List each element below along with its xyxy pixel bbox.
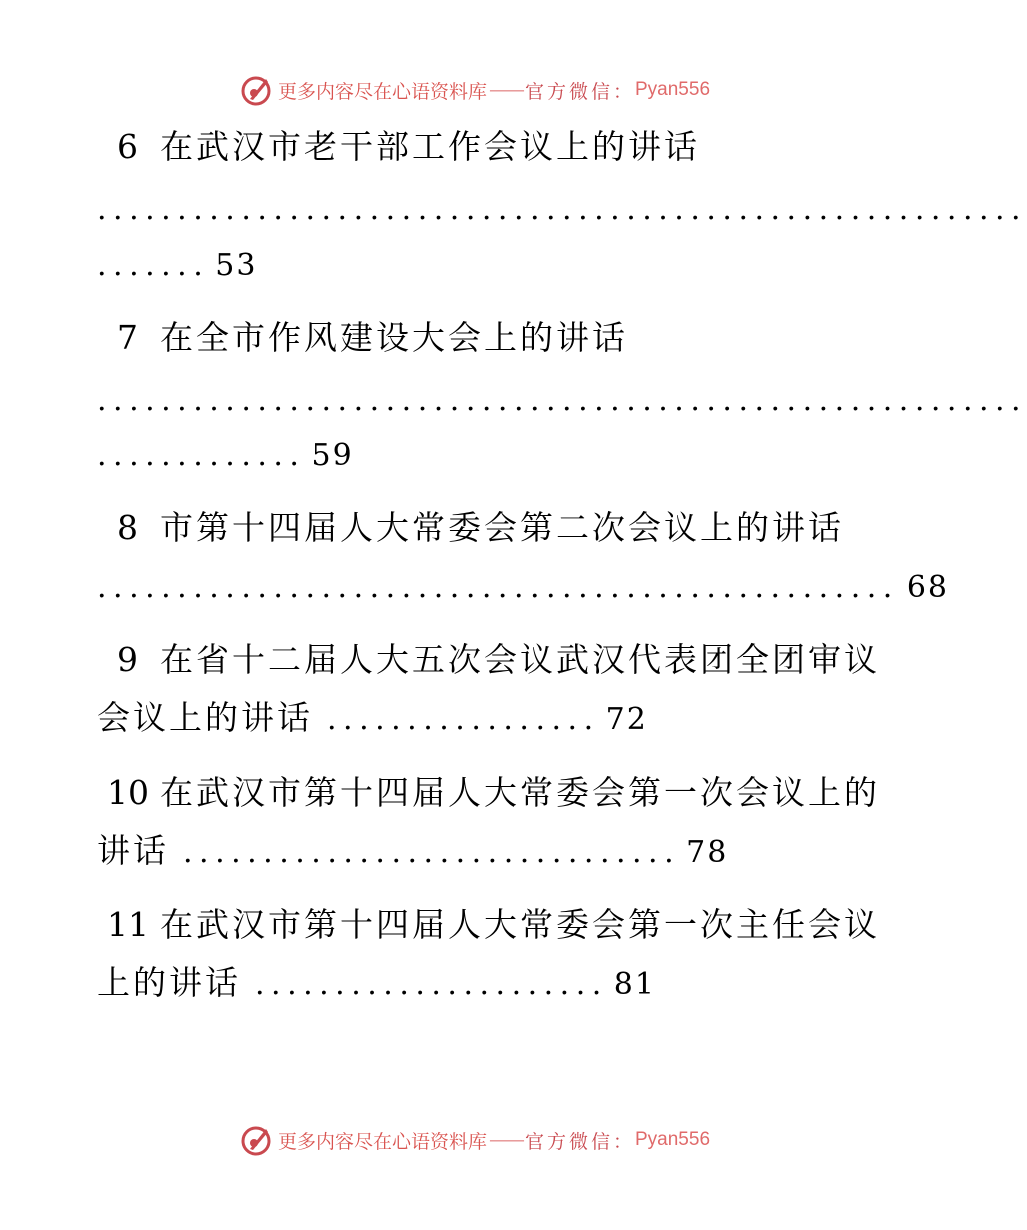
- toc-entry-title[interactable]: 在武汉市第十四届人大常委会第一次主任会议: [160, 905, 880, 944]
- quill-logo-icon: [240, 1123, 274, 1157]
- toc-page-number[interactable]: 68: [906, 570, 949, 605]
- toc-entry-title[interactable]: 在全市作风建设大会上的讲话: [160, 318, 628, 357]
- toc-leader-dots: ..........................................................: [97, 192, 1027, 227]
- watermark-wechat-id: Pyan556: [635, 1129, 711, 1150]
- toc-entry-6-page-line: ....... 53: [97, 248, 258, 283]
- toc-entry-title-continued[interactable]: 会议上的讲话: [97, 698, 313, 737]
- toc-entry-10-page-line: 讲话 ............................... 78: [97, 831, 729, 870]
- toc-entry-number: 10: [107, 773, 149, 812]
- toc-page-number[interactable]: 59: [311, 438, 354, 473]
- toc-entry-title[interactable]: 市第十四届人大常委会第二次会议上的讲话: [160, 508, 844, 547]
- toc-entry-7-title-line: [97, 318, 842, 358]
- toc-entry-title[interactable]: 在武汉市第十四届人大常委会第一次会议上的: [160, 773, 880, 812]
- watermark-main-text: 更多内容尽在心语资料库: [277, 80, 487, 103]
- toc-entry-title-continued[interactable]: 讲话: [97, 831, 169, 870]
- toc-page-number[interactable]: 78: [686, 835, 729, 870]
- watermark-dash: ——: [488, 1129, 523, 1151]
- watermark-top: [0, 73, 950, 107]
- toc-entry-10-title-line: [97, 773, 880, 813]
- toc-page-number[interactable]: 81: [613, 967, 656, 1002]
- toc-entry-number: 7: [117, 318, 138, 357]
- toc-entry-8-page-line: .................................................. 68: [97, 570, 949, 605]
- toc-entry-title[interactable]: 在省十二届人大五次会议武汉代表团全团审议: [160, 640, 880, 679]
- toc-entry-8-title-line: [97, 508, 842, 548]
- toc-entry-title-continued[interactable]: 上的讲话: [97, 963, 241, 1002]
- toc-entry-9-page-line: 会议上的讲话 ................. 72: [97, 698, 648, 737]
- toc-entry-number: 9: [117, 640, 138, 679]
- watermark-sub-text: 官方微信：: [524, 1130, 635, 1153]
- toc-page-number[interactable]: 53: [215, 248, 258, 283]
- toc-entry-6-title-line: [97, 127, 842, 167]
- toc-page-number[interactable]: 72: [605, 702, 648, 737]
- toc-entry-number: 8: [117, 508, 138, 547]
- watermark-sub-text: 官方微信：: [524, 80, 635, 103]
- watermark-dash: ——: [488, 79, 523, 101]
- watermark-main-text: 更多内容尽在心语资料库: [277, 1130, 487, 1153]
- toc-entry-11-page-line: 上的讲话 ...................... 81: [97, 963, 656, 1002]
- toc-entry-7-page-line: ............. 59: [97, 438, 354, 473]
- toc-entry-title[interactable]: 在武汉市老干部工作会议上的讲话: [160, 127, 700, 166]
- toc-entry-number: 11: [107, 905, 149, 944]
- toc-leader-dots: ..........................................................: [97, 383, 1027, 418]
- quill-logo-icon: [240, 73, 274, 107]
- toc-entry-9-title-line: [97, 640, 880, 680]
- watermark-bottom: [0, 1123, 950, 1157]
- watermark-wechat-id: Pyan556: [635, 79, 711, 100]
- toc-entry-11-title-line: [97, 905, 880, 945]
- toc-entry-number: 6: [117, 127, 138, 166]
